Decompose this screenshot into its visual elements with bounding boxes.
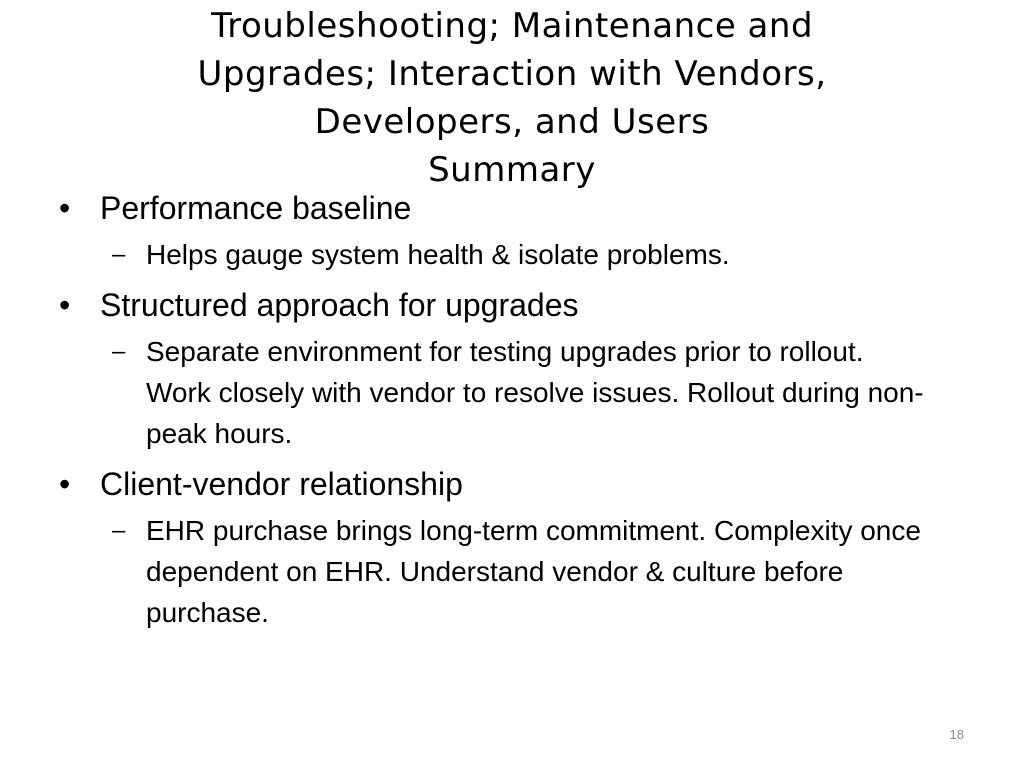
slide-title: [60, 2, 964, 194]
bullet-marker: •: [59, 466, 71, 502]
sub-bullet-text: EHR purchase brings long-term commitment. Complexity once dependent on EHR. Understand vendor & culture before purchase.: [146, 515, 921, 628]
sub-bullet-marker: –: [112, 241, 126, 268]
page-number: 18: [949, 727, 964, 742]
bullet-marker: •: [59, 287, 71, 323]
bullet-text: Performance baseline: [100, 190, 412, 226]
bullet-item: [0, 188, 1024, 228]
title-line: Troubleshooting; Maintenance and: [210, 6, 814, 46]
sub-bullet-marker: –: [112, 517, 126, 544]
sub-bullet-item: [0, 234, 1024, 275]
title-line: Upgrades; Interaction with Vendors,: [197, 54, 827, 94]
bullet-text: Client-vendor relationship: [100, 466, 463, 502]
sub-bullet-text: Helps gauge system health & isolate problems.: [146, 239, 730, 270]
sub-bullet-text: Separate environment for testing upgrades prior to rollout. Work closely with vendor to resolve issues. Rollout during non-peak hours.: [146, 336, 924, 449]
sub-bullet-item: [0, 510, 1024, 633]
bullet-item: [0, 285, 1024, 325]
bullet-text: Structured approach for upgrades: [100, 287, 579, 323]
sub-bullet-item: [0, 331, 1024, 454]
slide-body: [0, 188, 1024, 633]
sub-bullet-marker: –: [112, 338, 126, 365]
title-line: Developers, and Users: [314, 102, 710, 142]
bullet-marker: •: [59, 190, 71, 226]
bullet-item: [0, 464, 1024, 504]
title-line: Summary: [428, 150, 596, 190]
